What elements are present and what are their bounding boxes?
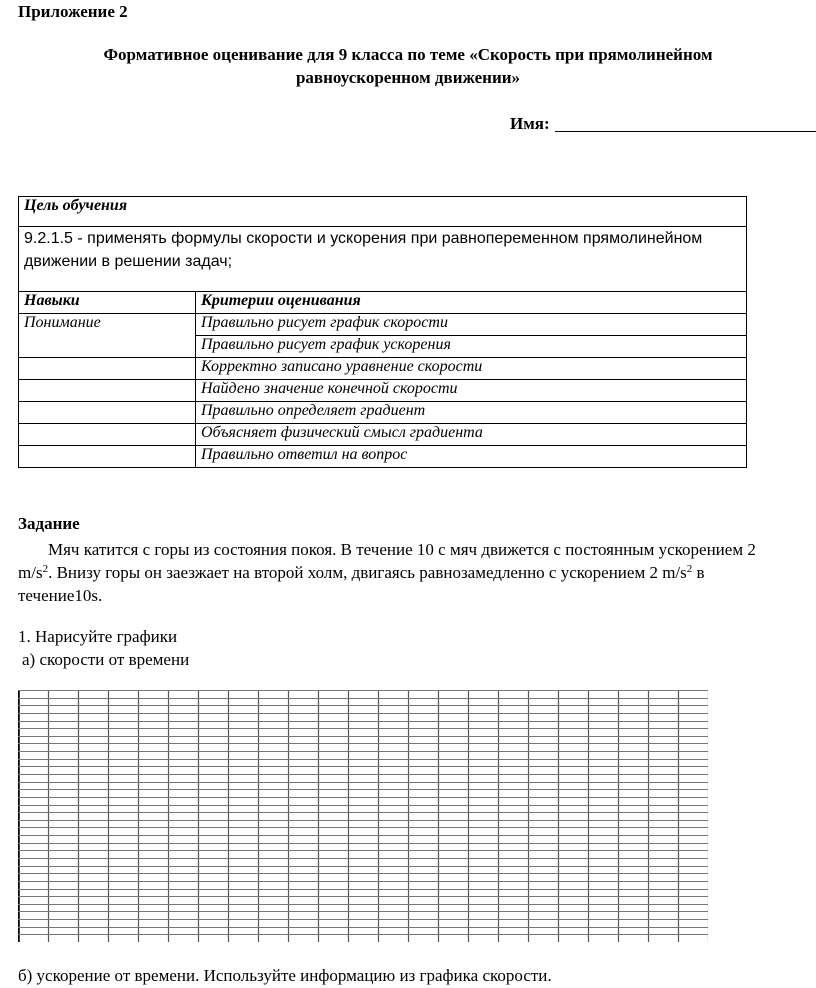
goal-header: Цель обучения xyxy=(19,197,747,227)
skill-cell-empty xyxy=(19,380,196,402)
criterion-cell: Корректно записано уравнение скорости xyxy=(196,358,747,380)
task-text-1: Мяч катится с горы из состояния покоя. В течение 10 с мяч движется с постоянным ускорением 2 m/s xyxy=(18,540,756,582)
title-line-1: Формативное оценивание для 9 класса по теме «Скорость при прямолинейном xyxy=(103,45,713,64)
question-1b: б) ускорение от времени. Используйте информацию из графика скорости. xyxy=(18,966,552,985)
skill-cell-empty xyxy=(19,424,196,446)
skill-cell: Понимание xyxy=(19,314,196,336)
skill-cell-empty xyxy=(19,336,196,358)
criteria-table xyxy=(18,196,747,468)
question-1a: а) скорости от времени xyxy=(22,650,190,669)
criterion-cell: Правильно рисует график ускорения xyxy=(196,336,747,358)
task-sup-2: 2 xyxy=(686,563,693,575)
task-paragraph xyxy=(18,538,778,607)
name-input-line[interactable] xyxy=(555,131,816,132)
criterion-cell: Объясняет физический смысл градиента xyxy=(196,424,747,446)
task-sup-1: 2 xyxy=(42,563,49,575)
column-header-criteria: Критерии оценивания xyxy=(196,292,747,314)
task-text-3: в течение10s. xyxy=(18,563,705,605)
criterion-cell: Правильно ответил на вопрос xyxy=(196,446,747,468)
column-header-skills: Навыки xyxy=(19,292,196,314)
goal-text: 9.2.1.5 - применять формулы скорости и ускорения при равнопеременном прямолинейном движении в решении задач; xyxy=(19,227,747,292)
skill-cell-empty xyxy=(19,402,196,424)
skill-cell-empty xyxy=(19,358,196,380)
appendix-label: Приложение 2 xyxy=(18,2,128,21)
question-1: 1. Нарисуйте графики xyxy=(18,627,178,646)
title-line-2: равноускоренном движении» xyxy=(295,68,521,87)
graph-grid[interactable] xyxy=(18,690,708,942)
criterion-cell: Правильно определяет градиент xyxy=(196,402,747,424)
name-label: Имя: xyxy=(510,114,550,133)
task-text-2: . Внизу горы он заезжает на второй холм, двигаясь равнозамедленно с ускорением 2 m/s xyxy=(48,563,687,582)
task-heading: Задание xyxy=(18,514,80,533)
skill-cell-empty xyxy=(19,446,196,468)
criterion-cell: Найдено значение конечной скорости xyxy=(196,380,747,402)
criterion-cell: Правильно рисует график скорости xyxy=(196,314,747,336)
